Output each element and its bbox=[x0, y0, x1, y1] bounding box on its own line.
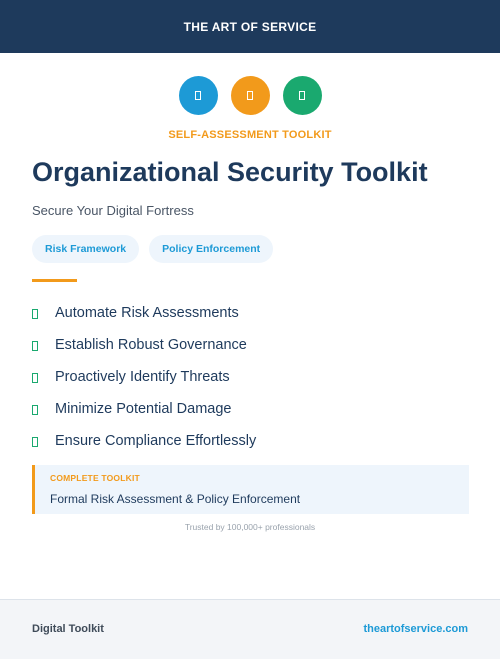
header-bar bbox=[0, 0, 500, 53]
document-icon bbox=[179, 76, 218, 115]
feature-item bbox=[32, 361, 256, 393]
feature-label: Ensure Compliance Effortlessly bbox=[55, 433, 257, 449]
trusted-note: Trusted by 100,000+ professionals bbox=[184, 522, 316, 532]
callout-kicker: COMPLETE TOOLKIT bbox=[50, 473, 140, 483]
page-title: Organizational Security Toolkit bbox=[32, 157, 428, 187]
complete-toolkit-callout bbox=[32, 465, 469, 514]
toolkit-kicker: SELF-ASSESSMENT TOOLKIT bbox=[168, 129, 332, 141]
feature-label: Establish Robust Governance bbox=[55, 337, 247, 353]
feature-label: Automate Risk Assessments bbox=[55, 305, 239, 321]
callout-text: Formal Risk Assessment & Policy Enforcement bbox=[50, 492, 301, 506]
tag-policy-enforcement: Policy Enforcement bbox=[149, 235, 273, 263]
accent-divider bbox=[32, 279, 77, 282]
feature-list bbox=[32, 297, 256, 457]
check-icon bbox=[32, 437, 38, 447]
feature-item bbox=[32, 425, 256, 457]
check-icon bbox=[32, 309, 38, 319]
tag-list bbox=[32, 235, 273, 263]
check-icon bbox=[32, 373, 38, 383]
document-icon bbox=[231, 76, 270, 115]
feature-item bbox=[32, 393, 256, 425]
check-icon bbox=[32, 405, 38, 415]
check-icon bbox=[32, 341, 38, 351]
footer-label: Digital Toolkit bbox=[32, 623, 104, 635]
icon-row bbox=[0, 76, 500, 115]
brand-name: THE ART OF SERVICE bbox=[183, 19, 317, 34]
feature-label: Proactively Identify Threats bbox=[55, 369, 230, 385]
footer bbox=[0, 599, 500, 659]
document-icon bbox=[283, 76, 322, 115]
page-subtitle: Secure Your Digital Fortress bbox=[32, 203, 194, 218]
feature-item bbox=[32, 329, 256, 361]
feature-item bbox=[32, 297, 256, 329]
feature-label: Minimize Potential Damage bbox=[55, 401, 232, 417]
tag-risk-framework: Risk Framework bbox=[32, 235, 139, 263]
website-link[interactable]: theartofservice.com bbox=[363, 623, 468, 635]
